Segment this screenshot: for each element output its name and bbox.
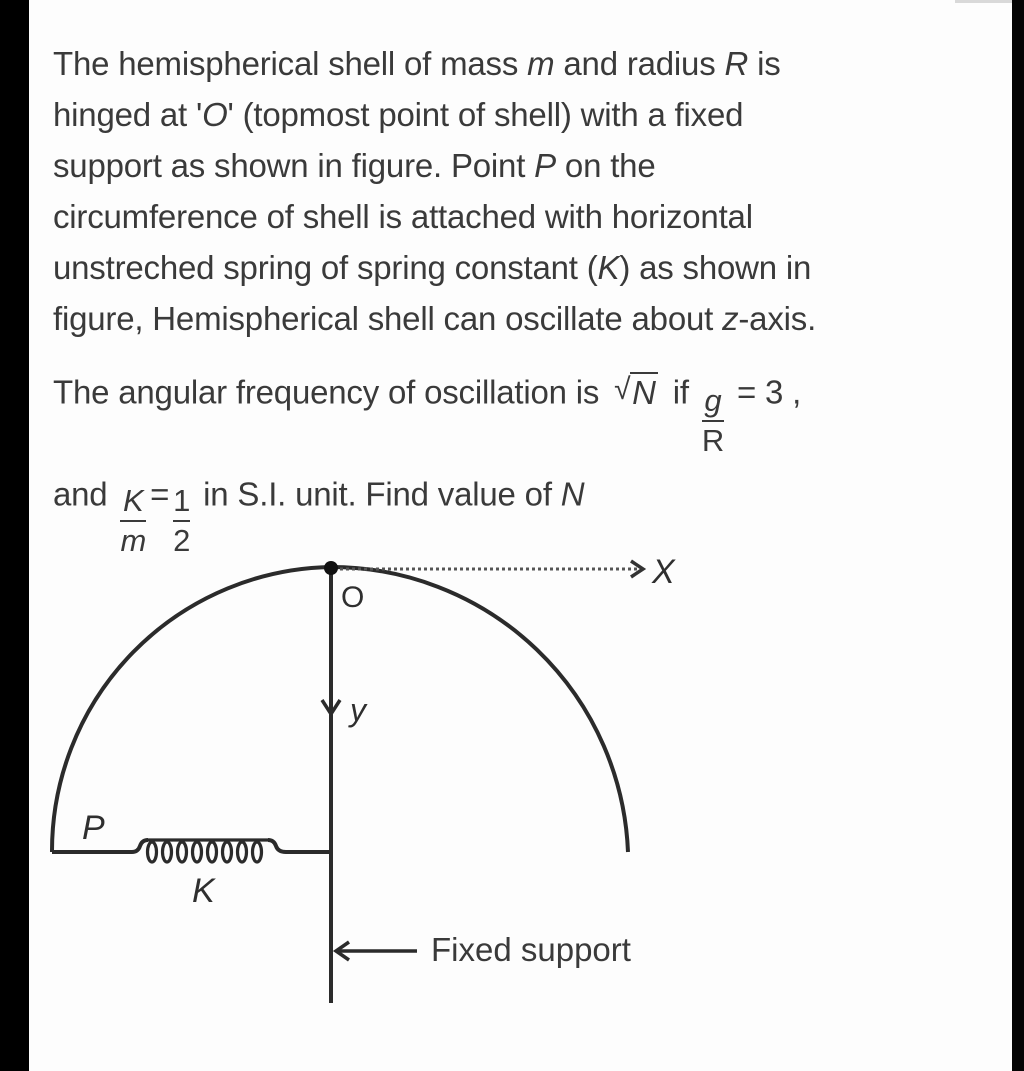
statement-line: The hemispherical shell of mass m and radius R is — [53, 45, 781, 82]
label-O: O — [341, 581, 365, 614]
spring-icon — [148, 840, 269, 862]
statement-line: circumference of shell is attached with horizontal — [53, 198, 753, 235]
statement-line: unstreched spring of spring constant (K) as shown in — [53, 249, 812, 286]
fraction-g-over-R: $\frac{g}{R}$ — [701, 383, 725, 458]
statement-line: support as shown in figure. Point P on the — [53, 147, 656, 184]
statement-line: figure, Hemispherical shell can oscillate about z-axis. — [53, 300, 817, 337]
statement-line: hinged at 'O' (topmost point of shell) with a fixed — [53, 96, 744, 133]
fraction-one-half: $\frac{1}{2}$ — [173, 483, 191, 558]
fraction-K-over-m: $\frac{K}{m}$ — [120, 483, 147, 558]
hinge-point-O — [324, 561, 338, 575]
spring-right-lead — [268, 840, 331, 852]
if-word: if — [672, 373, 689, 411]
label-P: P — [82, 809, 105, 847]
sqrt-icon: √ — [614, 372, 631, 406]
sqrt-N: √ N — [614, 372, 656, 411]
label-fixed-support: Fixed support — [431, 931, 631, 968]
frequency-text: The angular frequency of oscillation is — [53, 373, 600, 411]
and-word: and — [53, 475, 108, 513]
label-K: K — [192, 872, 215, 910]
ratio-line: and $\frac{K}{m}$ = $\frac{1}{2}$ in S.I. unit. Find value of N — [53, 475, 585, 558]
equals-three: = 3 , — [737, 373, 802, 411]
shell-right-arc — [331, 567, 628, 852]
label-X: X — [652, 553, 675, 591]
label-y: y — [350, 692, 366, 728]
